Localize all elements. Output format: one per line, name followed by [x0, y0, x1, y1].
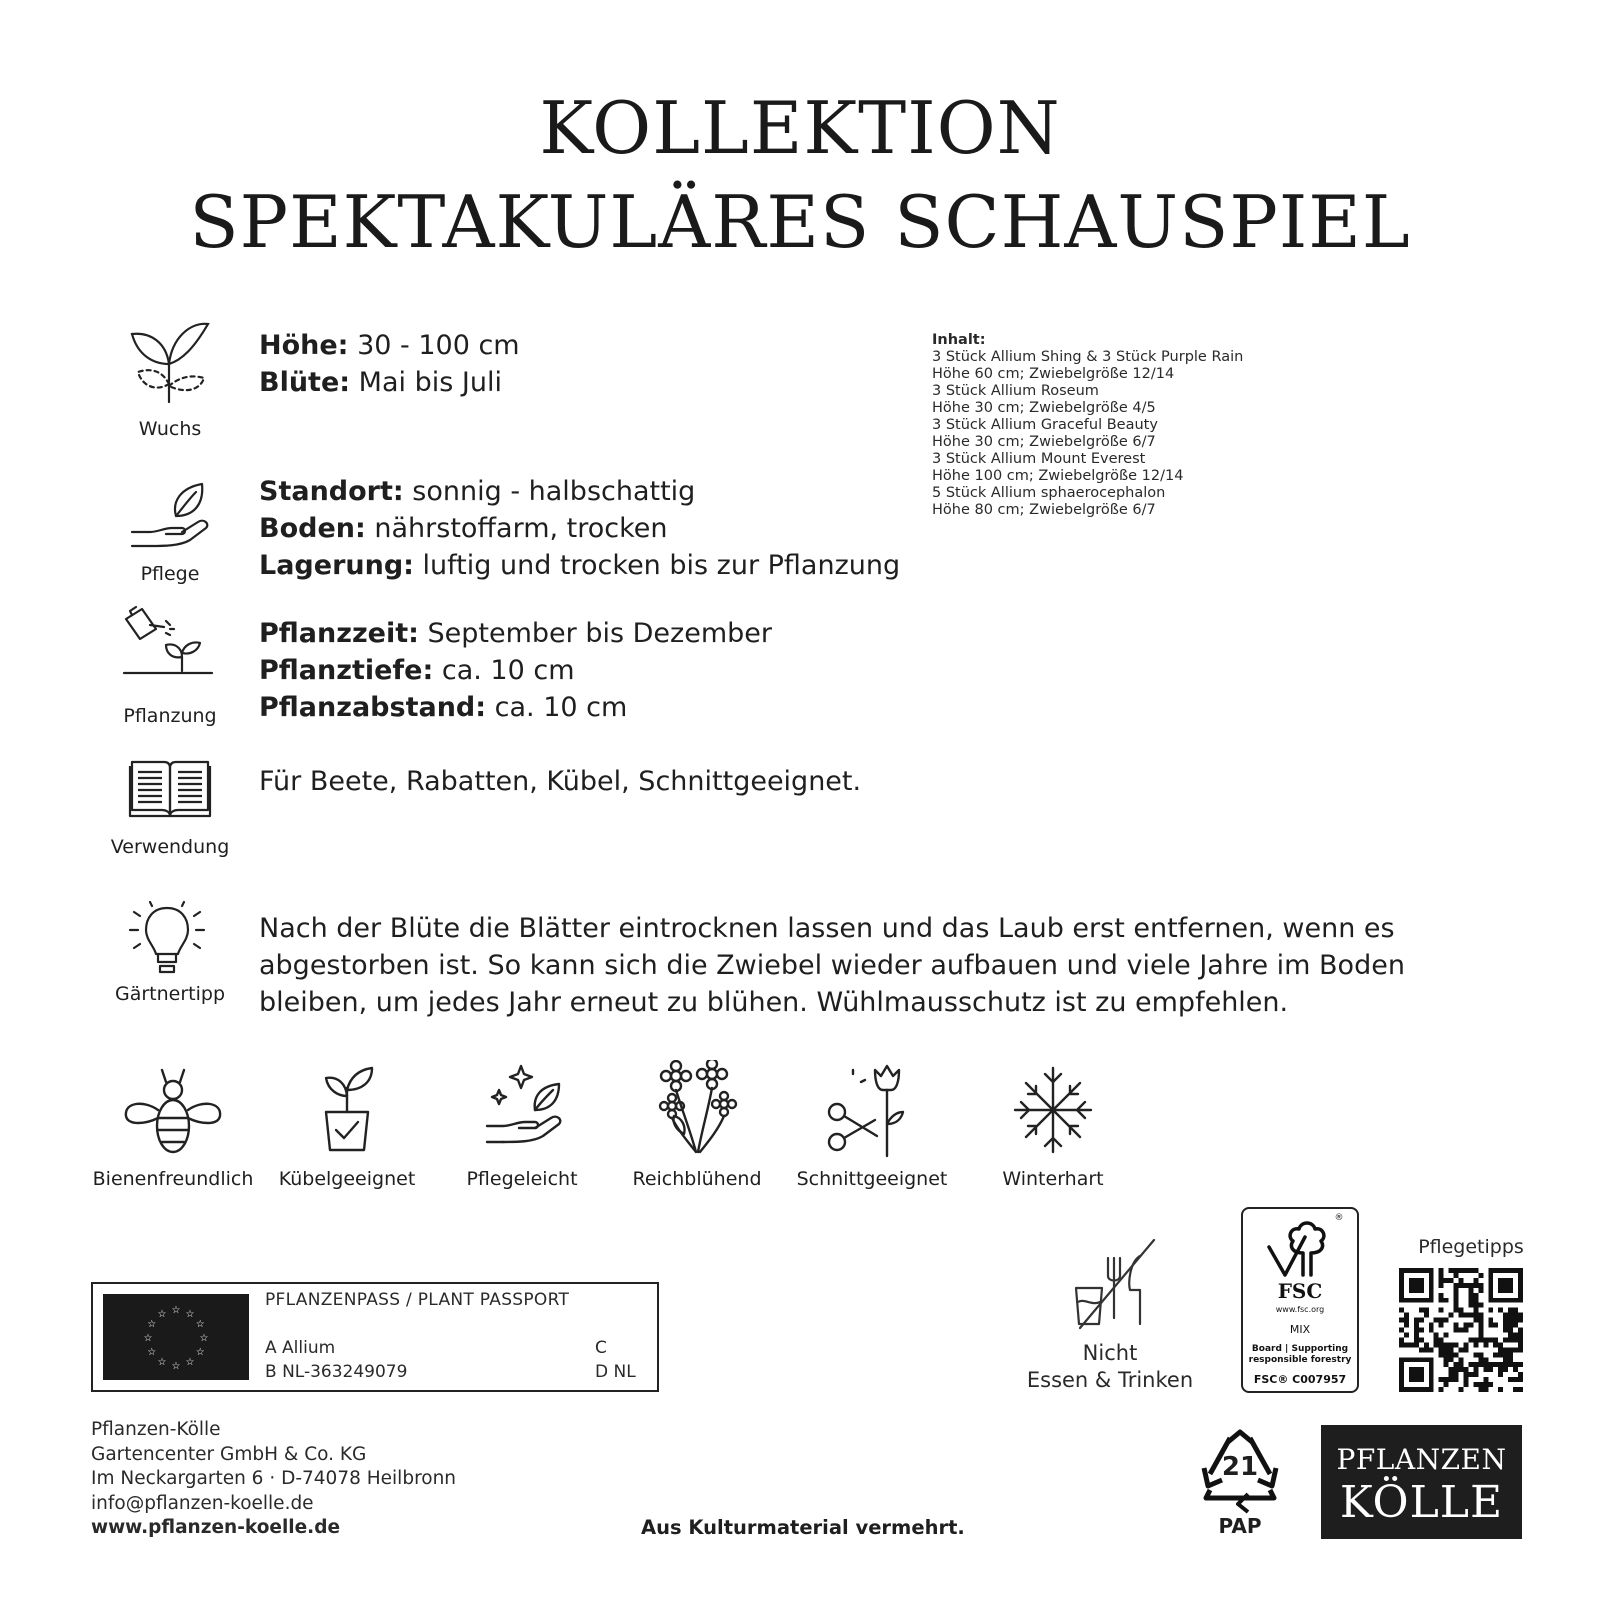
pflanzung-label: Pflanzung: [123, 705, 217, 727]
fsc-desc2: responsible forestry: [1248, 1355, 1352, 1365]
brand-logo: [1321, 1425, 1522, 1539]
hand-leaf-icon: [128, 480, 212, 552]
eu-star: ☆: [185, 1308, 195, 1320]
potted-plant-check-icon: [262, 1060, 432, 1160]
tip-line: abgestorben ist. So kann sich die Zwiebel wieder aufbauen und viele Jahre im Boden: [259, 950, 1405, 981]
info-value: 30 - 100 cm: [348, 330, 520, 361]
info-value: September bis Dezember: [418, 618, 772, 649]
verwendung-text: Für Beete, Rabatten, Kübel, Schnittgeeignet.: [259, 766, 862, 797]
address-line: Im Neckargarten 6 · D-74078 Heilbronn: [91, 1468, 457, 1489]
feature-reichbluehend: [612, 1060, 782, 1190]
feature-pflegeleicht: [437, 1060, 607, 1190]
eu-star: ☆: [171, 1305, 181, 1316]
info-row: [259, 615, 772, 652]
feature-label: Winterhart: [1002, 1168, 1104, 1190]
info-row: [259, 689, 772, 726]
inhalt-line: Höhe 30 cm; Zwiebelgröße 6/7: [932, 434, 1156, 450]
fsc-tree-check-icon: [1263, 1217, 1337, 1287]
not-food-label: [1020, 1340, 1200, 1394]
eu-star: ☆: [199, 1333, 209, 1344]
info-row: [259, 364, 520, 401]
info-value: ca. 10 cm: [486, 692, 628, 723]
scissors-tulip-icon: [787, 1060, 957, 1160]
passport-header: PFLANZENPASS / PLANT PASSPORT: [265, 1290, 570, 1310]
address-web-text: www.pflanzen-koelle.de: [91, 1517, 341, 1538]
info-value: ca. 10 cm: [433, 655, 575, 686]
passport-c: C: [595, 1338, 607, 1358]
address-email[interactable]: info@pflanzen-koelle.de: [91, 1492, 314, 1514]
eu-star: ☆: [157, 1357, 167, 1369]
gaertnertipp-text: [259, 910, 1459, 1021]
pflege-info: [259, 473, 900, 584]
qr-label: Pflegetipps: [1418, 1236, 1524, 1258]
pflege-label: Pflege: [140, 563, 200, 585]
feature-label: Reichblühend: [632, 1168, 762, 1190]
fsc-mix: MIX: [1289, 1323, 1311, 1336]
eu-star: ☆: [143, 1333, 153, 1344]
brand-line-2: KÖLLE: [1339, 1477, 1504, 1528]
eu-flag-icon: [103, 1294, 249, 1380]
company-address: [91, 1418, 456, 1541]
verwendung-label: Verwendung: [110, 836, 230, 858]
title-line-2: SPEKTAKULÄRES SCHAUSPIEL: [189, 180, 1411, 264]
recycling-triangle-icon: [1190, 1428, 1290, 1518]
recycling-number: 21: [1221, 1452, 1259, 1482]
eu-star: ☆: [185, 1357, 195, 1369]
info-value: sonnig - halbschattig: [403, 476, 696, 507]
info-value: Mai bis Juli: [350, 367, 502, 398]
address-web[interactable]: [91, 1516, 456, 1541]
feature-kuebelgeeignet: [262, 1060, 432, 1190]
open-book-icon: [128, 756, 212, 820]
title-line-1: KOLLEKTION: [539, 86, 1061, 170]
eu-star: ☆: [157, 1308, 167, 1320]
inhalt-line: Höhe 80 cm; Zwiebelgröße 6/7: [932, 502, 1156, 518]
fsc-desc1: Board | Supporting: [1251, 1344, 1349, 1354]
plant-passport: [91, 1282, 659, 1392]
qr-code-icon[interactable]: [1399, 1268, 1523, 1392]
feature-label: Bienenfreundlich: [92, 1168, 254, 1190]
eu-star: ☆: [147, 1319, 157, 1330]
eu-star: ☆: [195, 1319, 205, 1330]
info-key: Standort:: [259, 476, 404, 507]
info-key: Höhe:: [259, 330, 349, 361]
inhalt-line: 3 Stück Allium Graceful Beauty: [932, 417, 1158, 433]
info-row: [259, 510, 900, 547]
info-key: Pflanztiefe:: [259, 655, 434, 686]
info-row: [259, 547, 900, 584]
fsc-logo: FSC: [1277, 1279, 1323, 1303]
feature-bienenfreundlich: [88, 1060, 258, 1190]
bee-icon: [88, 1060, 258, 1160]
flower-bouquet-icon: [612, 1060, 782, 1160]
passport-b: B NL-363249079: [265, 1362, 408, 1382]
not-food-line: Essen & Trinken: [1026, 1368, 1194, 1392]
tip-line: Nach der Blüte die Blätter eintrocknen lassen und das Laub erst entfernen, wenn es: [259, 913, 1395, 944]
plant-leaves-icon: [124, 320, 214, 404]
info-key: Blüte:: [259, 367, 351, 398]
wuchs-label: Wuchs: [138, 418, 202, 440]
passport-a: A Allium: [265, 1338, 336, 1358]
cultivation-note: Aus Kulturmaterial vermehrt.: [641, 1516, 965, 1539]
passport-d: D NL: [595, 1362, 636, 1382]
feature-label: Pflegeleicht: [466, 1168, 578, 1190]
info-key: Lagerung:: [259, 550, 414, 581]
feature-schnittgeeignet: [787, 1060, 957, 1190]
fsc-label: [1241, 1207, 1359, 1393]
no-food-drink-icon: [1070, 1238, 1160, 1330]
address-line: Gartencenter GmbH & Co. KG: [91, 1443, 367, 1465]
inhalt-line: 3 Stück Allium Roseum: [932, 383, 1099, 399]
fsc-reg: ®: [1334, 1213, 1344, 1223]
inhalt-line: Höhe 30 cm; Zwiebelgröße 4/5: [932, 400, 1156, 416]
pflanzung-info: [259, 615, 772, 726]
inhalt-line: Höhe 100 cm; Zwiebelgröße 12/14: [932, 468, 1184, 484]
feature-label: Schnittgeeignet: [796, 1168, 948, 1190]
snowflake-icon: [968, 1060, 1138, 1160]
info-key: Pflanzabstand:: [259, 692, 487, 723]
info-key: Pflanzzeit:: [259, 618, 419, 649]
feature-winterhart: [968, 1060, 1138, 1190]
fsc-url: www.fsc.org: [1275, 1305, 1325, 1314]
feature-label: Kübelgeeignet: [278, 1168, 416, 1190]
eu-star: ☆: [147, 1347, 157, 1358]
brand-line-1: PFLANZEN: [1336, 1443, 1507, 1476]
recycling-code: PAP: [1218, 1514, 1262, 1538]
info-row: [259, 473, 900, 510]
info-row: [259, 652, 772, 689]
watering-can-sprout-icon: [120, 605, 216, 689]
gaertnertipp-label: Gärtnertipp: [114, 983, 226, 1005]
info-row: [259, 327, 520, 364]
address-line: Pflanzen-Kölle: [91, 1419, 221, 1440]
inhalt-block: [932, 332, 1243, 519]
inhalt-line: 5 Stück Allium sphaerocephalon: [932, 485, 1166, 501]
inhalt-line: 3 Stück Allium Mount Everest: [932, 451, 1146, 467]
info-value: luftig und trocken bis zur Pflanzung: [413, 550, 901, 581]
inhalt-line: Höhe 60 cm; Zwiebelgröße 12/14: [932, 366, 1175, 382]
info-key: Boden:: [259, 513, 366, 544]
hand-sparkle-leaf-icon: [437, 1060, 607, 1160]
inhalt-line: 3 Stück Allium Shing & 3 Stück Purple Rain: [932, 349, 1244, 365]
eu-star: ☆: [171, 1361, 181, 1372]
not-food-line: Nicht: [1082, 1341, 1138, 1365]
eu-star: ☆: [195, 1347, 205, 1358]
info-value: nährstoffarm, trocken: [365, 513, 668, 544]
tip-line: bleiben, um jedes Jahr erneut zu blühen. Wühlmausschutz ist zu empfehlen.: [259, 987, 1289, 1018]
light-bulb-icon: [124, 900, 210, 976]
inhalt-label: Inhalt:: [932, 332, 986, 348]
wuchs-info: [259, 327, 520, 401]
fsc-code: FSC® C007957: [1253, 1373, 1347, 1386]
